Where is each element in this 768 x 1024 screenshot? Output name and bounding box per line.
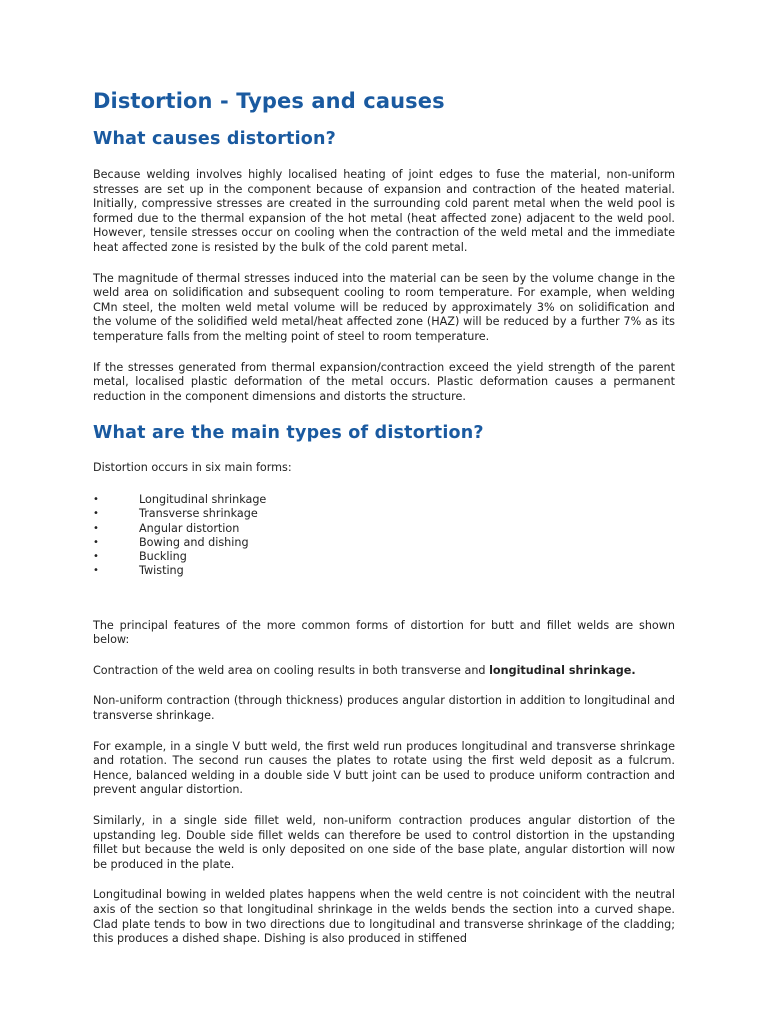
list-item <box>93 550 675 564</box>
list-item-label: Longitudinal shrinkage <box>139 492 267 506</box>
contraction-bold-text: longitudinal shrinkage. <box>489 663 636 677</box>
paragraph-contraction <box>93 664 675 679</box>
heading-what-causes-distortion: What causes distortion? <box>93 129 337 149</box>
paragraph-non-uniform-contraction: Non-uniform contraction (through thickness) produces angular distortion in addition to longitudinal and transverse shrinkage. <box>93 694 675 723</box>
bullet-icon: • <box>93 565 99 577</box>
list-item-label: Twisting <box>139 564 184 578</box>
list-item <box>93 493 675 507</box>
distortion-types-list <box>93 493 675 579</box>
paragraph-fillet-weld: Similarly, in a single side fillet weld, non-uniform contraction produces angular distortion of the upstanding leg. Double side fillet welds can therefore be used to control distortion in the upstanding fillet but because the weld is only deposited on one side of the base plate, angular distortion will now be produced in the plate. <box>93 814 675 871</box>
page-title: Distortion - Types and causes <box>93 89 445 113</box>
paragraph-principal-features: The principal features of the more common forms of distortion for butt and fillet welds are shown below: <box>93 618 675 647</box>
list-item-label: Buckling <box>139 550 187 564</box>
list-item <box>93 564 675 578</box>
paragraph-thermal-stresses: The magnitude of thermal stresses induced into the material can be seen by the volume change in the weld area on solidification and subsequent cooling to room temperature. For example, when welding CMn steel, the molten weld metal volume will be reduced by approximately 3% on solidification and the volume of the solidified weld metal/heat affected zone (HAZ) will be reduced by a further 7% as its temperature falls from the melting point of steel to room temperature. <box>93 271 675 343</box>
list-item-label: Bowing and dishing <box>139 535 249 549</box>
paragraph-localised-heating: Because welding involves highly localised heating of joint edges to fuse the material, non-uniform stresses are set up in the component because of expansion and contraction of the heated material. Initially, compressive stresses are created in the surrounding cold parent metal when the weld pool is formed due to the thermal expansion of the hot metal (heat affected zone) adjacent to the weld pool. However, tensile stresses occur on cooling when the contraction of the weld metal and the immediate heat affected zone is resisted by the bulk of the cold parent metal. <box>93 168 675 254</box>
heading-main-types-of-distortion: What are the main types of distortion? <box>93 423 484 444</box>
bullet-icon: • <box>93 493 99 505</box>
bullet-icon: • <box>93 551 99 563</box>
paragraph-single-v-butt-example: For example, in a single V butt weld, the first weld run produces longitudinal and transverse shrinkage and rotation. The second run causes the plates to rotate using the first weld deposit as a fulcrum. Hence, balanced welding in a double side V butt joint can be used to produce uniform contraction and prevent angular distortion. <box>93 739 675 797</box>
contraction-text: Contraction of the weld area on cooling results in both transverse and <box>93 663 490 677</box>
list-item <box>93 522 675 536</box>
list-item <box>93 507 675 521</box>
bullet-icon: • <box>93 536 99 548</box>
paragraph-six-forms: Distortion occurs in six main forms: <box>93 461 292 475</box>
bullet-icon: • <box>93 522 99 534</box>
list-item-label: Transverse shrinkage <box>139 507 258 521</box>
paragraph-yield-strength: If the stresses generated from thermal expansion/contraction exceed the yield strength of the parent metal, localised plastic deformation of the metal occurs. Plastic deformation causes a permanent reduction in the component dimensions and distorts the structure. <box>93 360 675 403</box>
list-item <box>93 536 675 550</box>
list-item-label: Angular distortion <box>139 521 240 535</box>
bullet-icon: • <box>93 508 99 520</box>
paragraph-longitudinal-bowing: Longitudinal bowing in welded plates happens when the weld centre is not coincident with the neutral axis of the section so that longitudinal shrinkage in the welds bends the section into a curved shape. Clad plate tends to bow in two directions due to longitudinal and transverse shrinkage of the cladding; this produces a dished shape. Dishing is also produced in stiffened <box>93 888 675 946</box>
